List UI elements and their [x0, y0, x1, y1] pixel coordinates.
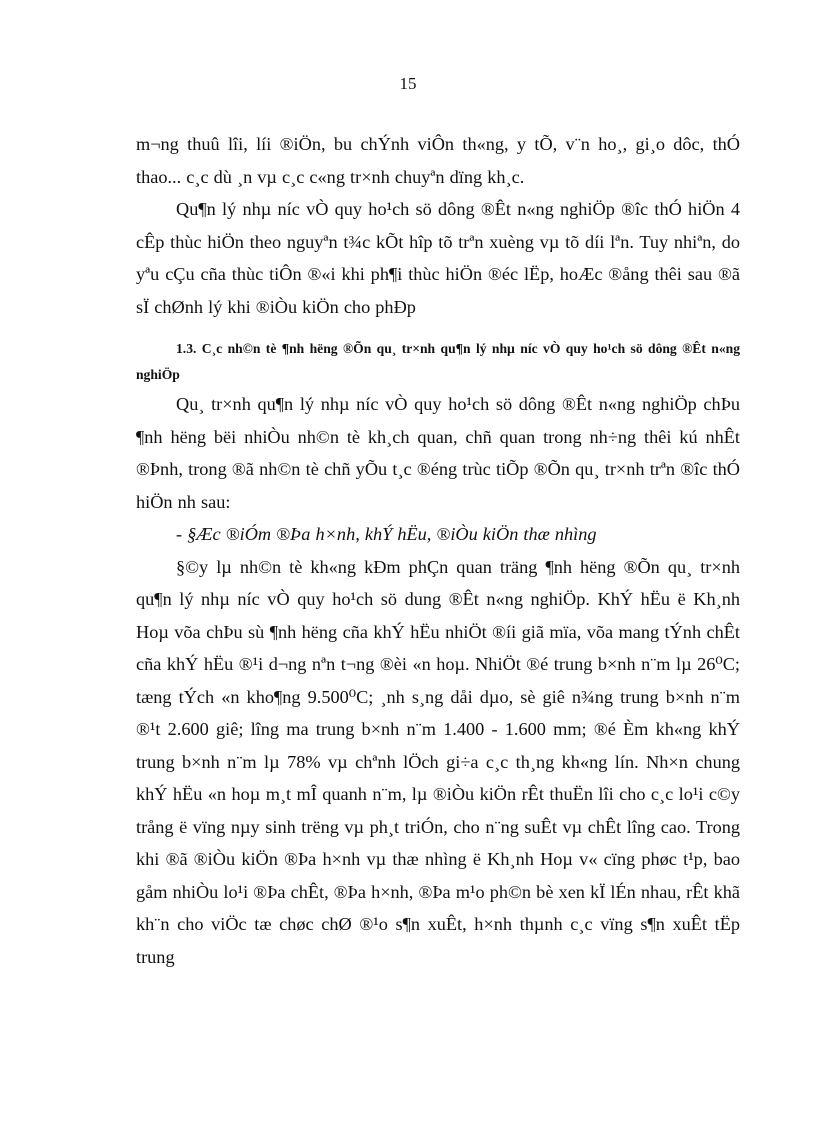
paragraph-climate-details: §©y lµ nh©n tè kh«ng kÐm phÇn quan träng ¶nh hëng ®Õn qu¸ tr×nh qu¶n lý nhµ níc vÒ quy ho¹ch sö dung ®Êt n«ng nghiÖp. KhÝ hËu ë Kh¸nh Hoµ võa chÞu sù ¶nh hëng cña khÝ hËu nhiÖt ®íi giã mïa, võa mang tÝnh chÊt cña khÝ hËu ®¹i d¬ng nªn t¬ng ®èi «n hoµ. NhiÖt ®é trung b×nh n¨m lµ 26⁰C; tæng tÝch «n kho¶ng 9.500⁰C; ¸nh s¸ng dåi dµo, sè giê n¾ng trung b×nh n¨m ®¹t 2.600 giê; lîng ma trung b×nh n¨m 1.400 - 1.600 mm; ®é Èm kh«ng khÝ trung b×nh n¨m lµ 78% vµ chªnh lÖch gi÷a c¸c th¸ng kh«ng lín. Nh×n chung khÝ hËu «n hoµ m¸t mÎ quanh n¨m, lµ ®iÒu kiÖn rÊt thuËn lîi cho c¸c lo¹i c©y trång ë vïng nµy sinh trëng vµ ph¸t triÓn, cho n¨ng suÊt vµ chÊt lîng cao. Trong khi ®ã ®iÒu kiÖn ®Þa h×nh vµ thæ nhìng ë Kh¸nh Hoµ v« cïng phøc t¹p, bao gåm nhiÒu lo¹i ®Þa chÊt, ®Þa h×nh, ®Þa m¹o ph©n bè xen kÏ lÉn nhau, rÊt khã kh¨n cho viÖc tæ chøc chØ ®¹o s¶n xuÊt, h×nh thµnh c¸c vïng s¶n xuÊt tËp trung: [136, 556, 740, 967]
list-item-terrain-climate: - §Æc ®iÓm ®Þa h×nh, khÝ hËu, ®iÒu kiÖn thæ nhìng: [176, 524, 597, 544]
document-body: [136, 128, 740, 973]
paragraph-continuation: m¬ng thuû lîi, líi ®iÖn, bu chÝnh viÔn th«ng, y tÕ, v¨n ho¸, gi¸o dôc, thÓ thao... c¸c dù ¸n vµ c¸c c«ng tr×nh chuyªn dïng kh¸c.: [136, 134, 740, 187]
paragraph-state-management: Qu¶n lý nhµ níc vÒ quy ho¹ch sö dông ®Êt n«ng nghiÖp ®îc thÓ hiÖn 4 cÊp thùc hiÖn theo nguyªn t¾c kÕt hîp tõ trªn xuèng vµ tõ díi lªn. Tuy nhiªn, do yªu cÇu cña thùc tiÔn ®«i khi ph¶i thùc hiÖn ®éc lËp, hoÆc ®ång thêi sau ®ã sÏ chØnh lý khi ®iÒu kiÖn cho phÐp: [136, 199, 740, 317]
paragraph-factors-intro: Qu¸ tr×nh qu¶n lý nhµ níc vÒ quy ho¹ch sö dông ®Êt n«ng nghiÖp chÞu ¶nh hëng bëi nhiÒu nh©n tè kh¸ch quan, chñ quan trong nh÷ng thêi kú nhÊt ®Þnh, trong ®ã nh©n tè chñ yÕu t¸c ®éng trùc tiÕp ®Õn qu¸ tr×nh trªn ®îc thÓ hiÖn nh sau:: [136, 394, 740, 512]
page-number: 15: [399, 74, 417, 93]
section-heading-1-3: 1.3. C¸c nh©n tè ¶nh hëng ®Õn qu¸ tr×nh qu¶n lý nhµ níc vÒ quy ho¹ch sö dông ®Êt n«ng nghiÖp: [136, 341, 740, 382]
